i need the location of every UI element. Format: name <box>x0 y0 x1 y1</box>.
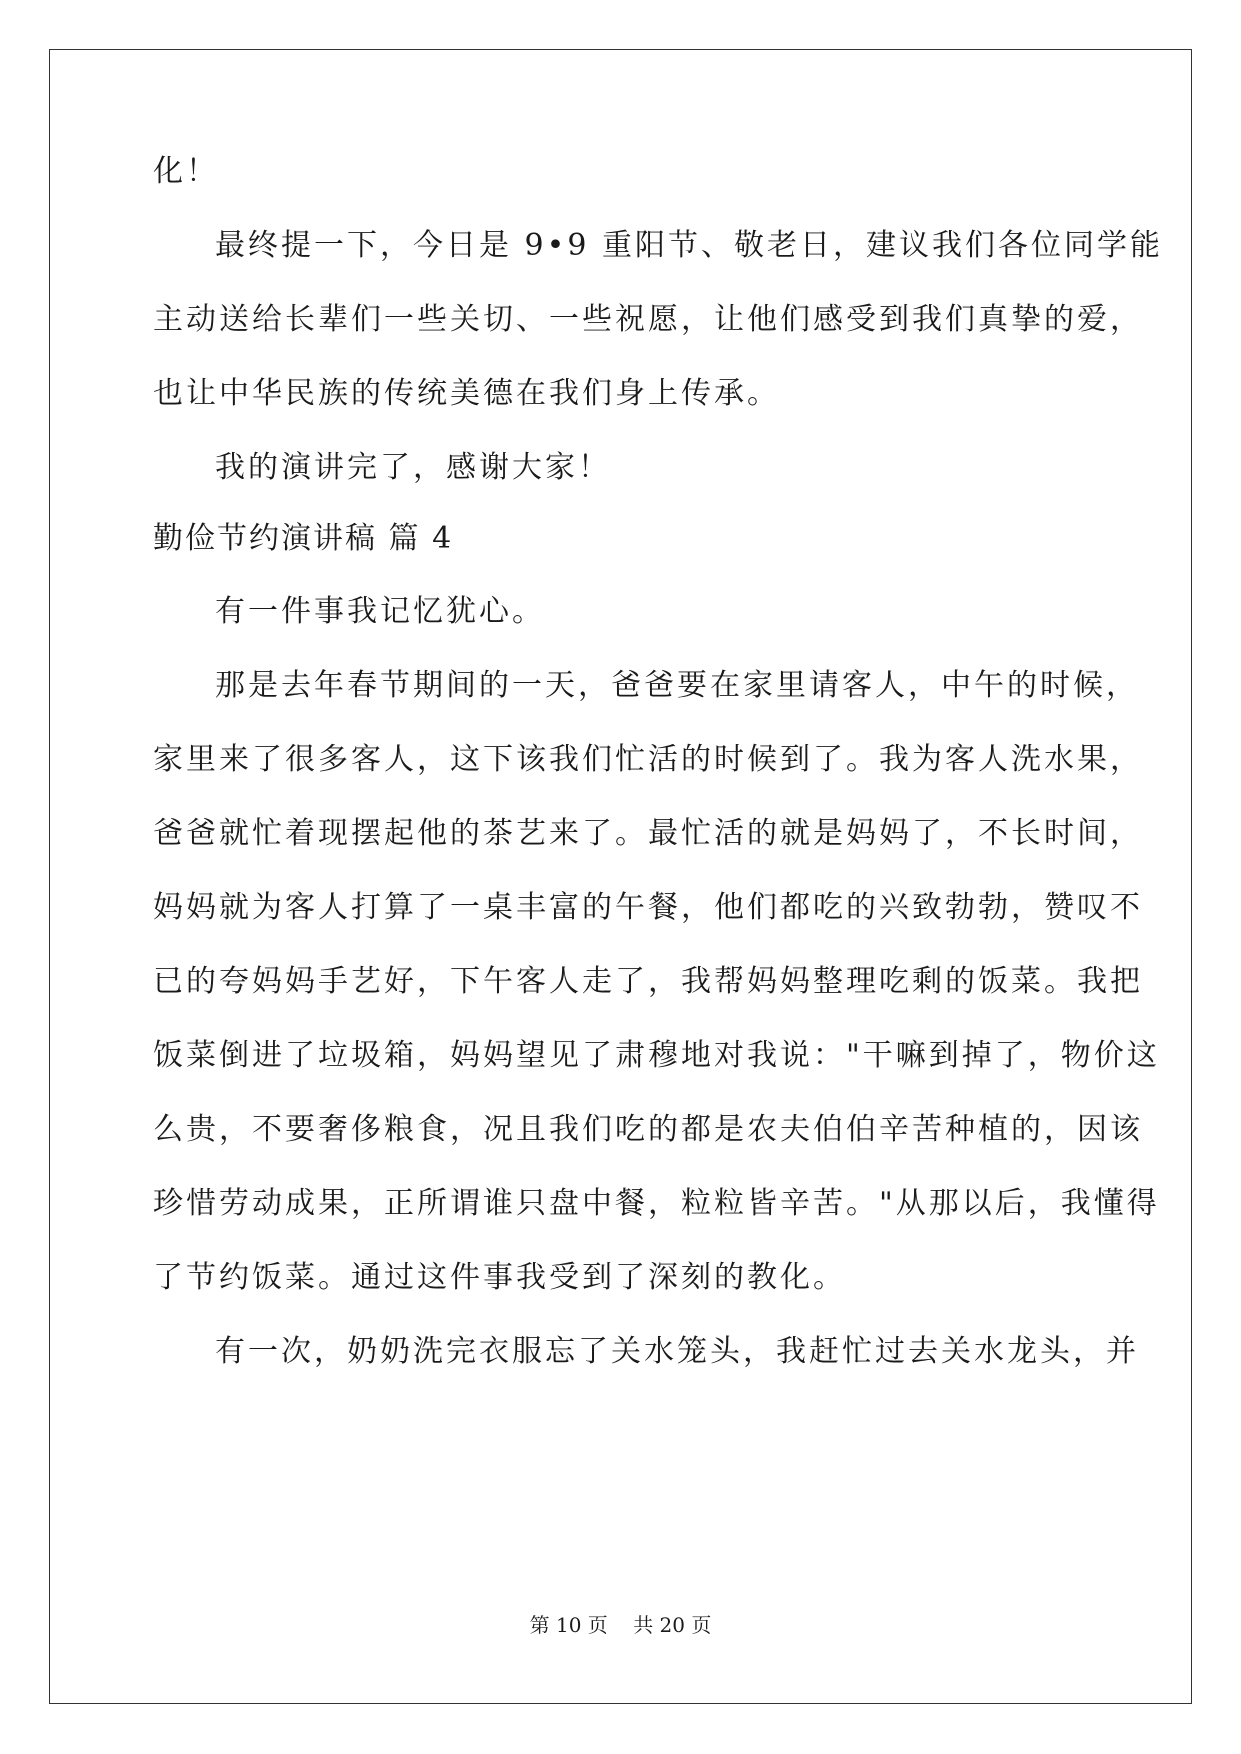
page-number-footer: 第 10 页 共 20 页 <box>529 1613 712 1637</box>
paragraph-line: 最终提一下，今日是 9•9 重阳节、敬老日，建议我们各位同学能 <box>215 228 1163 263</box>
section-heading: 勤俭节约演讲稿 篇 4 <box>153 521 454 556</box>
page-border <box>49 49 1192 1704</box>
text-line: 主动送给长辈们一些关切、一些祝愿，让他们感受到我们真挚的爱， <box>153 302 1143 337</box>
paragraph-line: 有一件事我记忆犹心。 <box>215 594 545 629</box>
text-line: 么贵，不要奢侈粮食，况且我们吃的都是农夫伯伯辛苦种植的，因该 <box>153 1112 1143 1147</box>
text-line: 已的夸妈妈手艺好，下午客人走了，我帮妈妈整理吃剩的饭菜。我把 <box>153 964 1143 999</box>
text-line: 妈妈就为客人打算了一桌丰富的午餐，他们都吃的兴致勃勃，赞叹不 <box>153 890 1143 925</box>
text-line: 化！ <box>153 154 219 189</box>
text-line: 也让中华民族的传统美德在我们身上传承。 <box>153 376 780 411</box>
paragraph-line: 我的演讲完了，感谢大家！ <box>215 450 611 485</box>
paragraph-line: 那是去年春节期间的一天，爸爸要在家里请客人，中午的时候， <box>215 668 1139 703</box>
text-line: 珍惜劳动成果，正所谓谁只盘中餐，粒粒皆辛苦。"从那以后，我懂得 <box>153 1186 1160 1221</box>
paragraph-line: 有一次，奶奶洗完衣服忘了关水笼头，我赶忙过去关水龙头，并 <box>215 1334 1139 1369</box>
text-line: 了节约饭菜。通过这件事我受到了深刻的教化。 <box>153 1260 846 1295</box>
text-line: 家里来了很多客人，这下该我们忙活的时候到了。我为客人洗水果， <box>153 742 1143 777</box>
text-line: 饭菜倒进了垃圾箱，妈妈望见了肃穆地对我说："干嘛到掉了，物价这 <box>153 1038 1160 1073</box>
text-line: 爸爸就忙着现摆起他的茶艺来了。最忙活的就是妈妈了，不长时间， <box>153 816 1143 851</box>
